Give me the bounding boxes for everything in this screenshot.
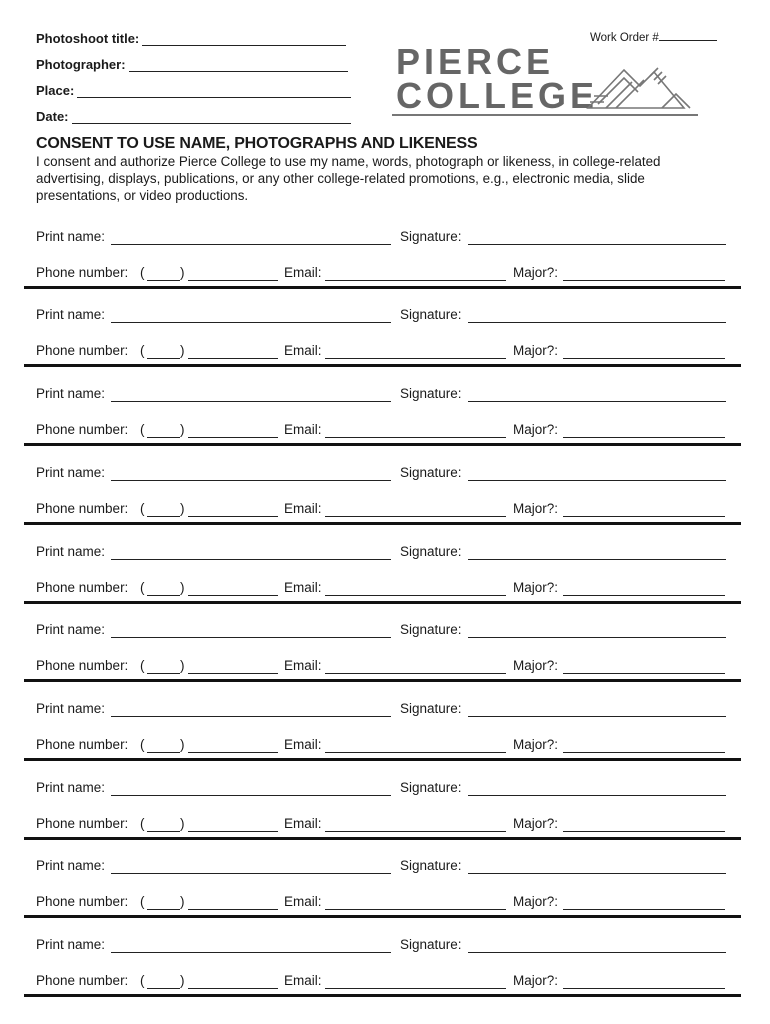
phone-number-label: Phone number: bbox=[36, 422, 129, 437]
area-code-open: ( bbox=[140, 501, 145, 516]
area-code-open: ( bbox=[140, 343, 145, 358]
phone-number-label: Phone number: bbox=[36, 658, 129, 673]
major-label: Major?: bbox=[513, 580, 559, 595]
work-order-input[interactable] bbox=[659, 30, 717, 41]
major-input[interactable] bbox=[563, 752, 725, 753]
signature-input[interactable] bbox=[468, 244, 726, 245]
entry-divider bbox=[24, 601, 741, 604]
area-code-open: ( bbox=[140, 422, 145, 437]
contact-row bbox=[36, 265, 741, 283]
email-label: Email: bbox=[284, 422, 322, 437]
area-code-input[interactable] bbox=[147, 437, 180, 438]
photographer-field bbox=[36, 52, 348, 72]
signature-label: Signature: bbox=[400, 386, 462, 401]
pierce-college-logo bbox=[392, 42, 702, 118]
area-code-close: ) bbox=[180, 265, 185, 280]
major-input[interactable] bbox=[563, 280, 725, 281]
print-name-input[interactable] bbox=[111, 637, 391, 638]
date-label: Date: bbox=[36, 109, 69, 124]
phone-number-input[interactable] bbox=[188, 516, 278, 517]
area-code-input[interactable] bbox=[147, 752, 180, 753]
print-name-label: Print name: bbox=[36, 386, 106, 401]
phone-number-input[interactable] bbox=[188, 437, 278, 438]
contact-row bbox=[36, 422, 741, 440]
signature-input[interactable] bbox=[468, 322, 726, 323]
entry-divider bbox=[24, 758, 741, 761]
signature-label: Signature: bbox=[400, 780, 462, 795]
print-name-label: Print name: bbox=[36, 307, 106, 322]
signature-input[interactable] bbox=[468, 873, 726, 874]
email-input[interactable] bbox=[325, 909, 506, 910]
name-signature-row bbox=[36, 780, 741, 798]
major-input[interactable] bbox=[563, 358, 725, 359]
email-label: Email: bbox=[284, 816, 322, 831]
contact-row bbox=[36, 501, 741, 519]
entry-divider bbox=[24, 522, 741, 525]
entry-divider bbox=[24, 286, 741, 289]
area-code-close: ) bbox=[180, 580, 185, 595]
signup-entry bbox=[36, 307, 741, 383]
date-field bbox=[36, 104, 351, 124]
contact-row bbox=[36, 973, 741, 991]
major-input[interactable] bbox=[563, 673, 725, 674]
email-input[interactable] bbox=[325, 280, 506, 281]
print-name-label: Print name: bbox=[36, 622, 106, 637]
logo-word-college: COLLEGE bbox=[396, 75, 599, 116]
area-code-input[interactable] bbox=[147, 988, 180, 989]
area-code-close: ) bbox=[180, 973, 185, 988]
phone-number-input[interactable] bbox=[188, 358, 278, 359]
phone-number-input[interactable] bbox=[188, 280, 278, 281]
email-label: Email: bbox=[284, 580, 322, 595]
photographer-label: Photographer: bbox=[36, 57, 126, 72]
email-label: Email: bbox=[284, 265, 322, 280]
print-name-input[interactable] bbox=[111, 559, 391, 560]
email-input[interactable] bbox=[325, 673, 506, 674]
major-input[interactable] bbox=[563, 516, 725, 517]
phone-number-label: Phone number: bbox=[36, 894, 129, 909]
print-name-label: Print name: bbox=[36, 229, 106, 244]
signup-entry bbox=[36, 386, 741, 462]
contact-row bbox=[36, 894, 741, 912]
email-input[interactable] bbox=[325, 752, 506, 753]
print-name-label: Print name: bbox=[36, 858, 106, 873]
signature-label: Signature: bbox=[400, 701, 462, 716]
contact-row bbox=[36, 816, 741, 834]
name-signature-row bbox=[36, 229, 741, 247]
phone-number-label: Phone number: bbox=[36, 343, 129, 358]
area-code-close: ) bbox=[180, 422, 185, 437]
major-label: Major?: bbox=[513, 501, 559, 516]
name-signature-row bbox=[36, 307, 741, 325]
signup-entry bbox=[36, 780, 741, 856]
entry-divider bbox=[24, 994, 741, 997]
area-code-open: ( bbox=[140, 658, 145, 673]
email-input[interactable] bbox=[325, 595, 506, 596]
name-signature-row bbox=[36, 858, 741, 876]
major-label: Major?: bbox=[513, 737, 559, 752]
area-code-close: ) bbox=[180, 658, 185, 673]
print-name-input[interactable] bbox=[111, 716, 391, 717]
signup-entry bbox=[36, 937, 741, 1013]
phone-number-label: Phone number: bbox=[36, 580, 129, 595]
name-signature-row bbox=[36, 937, 741, 955]
signup-entry bbox=[36, 544, 741, 620]
email-label: Email: bbox=[284, 973, 322, 988]
major-input[interactable] bbox=[563, 595, 725, 596]
entry-divider bbox=[24, 915, 741, 918]
area-code-input[interactable] bbox=[147, 673, 180, 674]
print-name-label: Print name: bbox=[36, 701, 106, 716]
phone-number-label: Phone number: bbox=[36, 501, 129, 516]
contact-row bbox=[36, 580, 741, 598]
photoshoot-title-field bbox=[36, 26, 346, 46]
phone-number-label: Phone number: bbox=[36, 265, 129, 280]
signature-input[interactable] bbox=[468, 716, 726, 717]
entry-divider bbox=[24, 837, 741, 840]
area-code-close: ) bbox=[180, 343, 185, 358]
consent-heading: CONSENT TO USE NAME, PHOTOGRAPHS AND LIKENESS bbox=[36, 135, 478, 152]
signup-entry bbox=[36, 465, 741, 541]
place-input[interactable] bbox=[77, 84, 351, 98]
signup-entry bbox=[36, 229, 741, 305]
area-code-input[interactable] bbox=[147, 831, 180, 832]
contact-row bbox=[36, 658, 741, 676]
place-label: Place: bbox=[36, 83, 75, 98]
print-name-input[interactable] bbox=[111, 480, 391, 481]
major-input[interactable] bbox=[563, 831, 725, 832]
signature-input[interactable] bbox=[468, 637, 726, 638]
entry-divider bbox=[24, 364, 741, 367]
area-code-close: ) bbox=[180, 737, 185, 752]
print-name-input[interactable] bbox=[111, 322, 391, 323]
email-input[interactable] bbox=[325, 358, 506, 359]
signature-label: Signature: bbox=[400, 622, 462, 637]
signature-label: Signature: bbox=[400, 858, 462, 873]
major-label: Major?: bbox=[513, 816, 559, 831]
logo-word-pierce: PIERCE bbox=[396, 41, 555, 82]
major-label: Major?: bbox=[513, 894, 559, 909]
phone-number-input[interactable] bbox=[188, 752, 278, 753]
email-input[interactable] bbox=[325, 988, 506, 989]
email-input[interactable] bbox=[325, 516, 506, 517]
name-signature-row bbox=[36, 465, 741, 483]
photographer-input[interactable] bbox=[129, 58, 348, 72]
area-code-input[interactable] bbox=[147, 909, 180, 910]
email-label: Email: bbox=[284, 894, 322, 909]
photoshoot-title-label: Photoshoot title: bbox=[36, 31, 140, 46]
mountain-graphic-icon bbox=[392, 42, 702, 118]
major-label: Major?: bbox=[513, 422, 559, 437]
area-code-close: ) bbox=[180, 816, 185, 831]
signature-input[interactable] bbox=[468, 401, 726, 402]
signature-input[interactable] bbox=[468, 795, 726, 796]
area-code-open: ( bbox=[140, 580, 145, 595]
signature-label: Signature: bbox=[400, 465, 462, 480]
print-name-label: Print name: bbox=[36, 544, 106, 559]
print-name-label: Print name: bbox=[36, 937, 106, 952]
print-name-input[interactable] bbox=[111, 795, 391, 796]
major-label: Major?: bbox=[513, 343, 559, 358]
phone-number-input[interactable] bbox=[188, 595, 278, 596]
print-name-label: Print name: bbox=[36, 465, 106, 480]
area-code-open: ( bbox=[140, 816, 145, 831]
name-signature-row bbox=[36, 544, 741, 562]
print-name-input[interactable] bbox=[111, 244, 391, 245]
work-order-label: Work Order # bbox=[590, 32, 659, 44]
signup-entry bbox=[36, 701, 741, 777]
area-code-open: ( bbox=[140, 894, 145, 909]
name-signature-row bbox=[36, 386, 741, 404]
major-input[interactable] bbox=[563, 437, 725, 438]
area-code-open: ( bbox=[140, 737, 145, 752]
name-signature-row bbox=[36, 622, 741, 640]
major-input[interactable] bbox=[563, 988, 725, 989]
print-name-input[interactable] bbox=[111, 873, 391, 874]
email-label: Email: bbox=[284, 343, 322, 358]
contact-row bbox=[36, 737, 741, 755]
entry-divider bbox=[24, 443, 741, 446]
signature-input[interactable] bbox=[468, 480, 726, 481]
email-label: Email: bbox=[284, 658, 322, 673]
area-code-input[interactable] bbox=[147, 516, 180, 517]
print-name-input[interactable] bbox=[111, 952, 391, 953]
major-label: Major?: bbox=[513, 658, 559, 673]
area-code-close: ) bbox=[180, 501, 185, 516]
date-input[interactable] bbox=[72, 110, 351, 124]
area-code-close: ) bbox=[180, 894, 185, 909]
phone-number-input[interactable] bbox=[188, 988, 278, 989]
email-label: Email: bbox=[284, 737, 322, 752]
major-label: Major?: bbox=[513, 973, 559, 988]
signature-label: Signature: bbox=[400, 307, 462, 322]
email-input[interactable] bbox=[325, 437, 506, 438]
phone-number-input[interactable] bbox=[188, 831, 278, 832]
signature-label: Signature: bbox=[400, 544, 462, 559]
signature-input[interactable] bbox=[468, 559, 726, 560]
print-name-input[interactable] bbox=[111, 401, 391, 402]
contact-row bbox=[36, 343, 741, 361]
email-input[interactable] bbox=[325, 831, 506, 832]
major-input[interactable] bbox=[563, 909, 725, 910]
consent-text: I consent and authorize Pierce College to use my name, words, photograph or likeness, in college-related advertising, displays, publications, or any other college-related promotions, e.g., electronic media, slide presentations, or video productions. bbox=[36, 154, 661, 203]
phone-number-label: Phone number: bbox=[36, 737, 129, 752]
phone-number-label: Phone number: bbox=[36, 973, 129, 988]
phone-number-label: Phone number: bbox=[36, 816, 129, 831]
phone-number-input[interactable] bbox=[188, 909, 278, 910]
signup-entry bbox=[36, 858, 741, 934]
major-label: Major?: bbox=[513, 265, 559, 280]
area-code-open: ( bbox=[140, 973, 145, 988]
area-code-input[interactable] bbox=[147, 358, 180, 359]
area-code-input[interactable] bbox=[147, 280, 180, 281]
area-code-input[interactable] bbox=[147, 595, 180, 596]
signature-label: Signature: bbox=[400, 937, 462, 952]
email-label: Email: bbox=[284, 501, 322, 516]
signature-label: Signature: bbox=[400, 229, 462, 244]
phone-number-input[interactable] bbox=[188, 673, 278, 674]
signature-input[interactable] bbox=[468, 952, 726, 953]
place-field bbox=[36, 78, 351, 98]
photoshoot-title-input[interactable] bbox=[142, 32, 346, 46]
area-code-open: ( bbox=[140, 265, 145, 280]
name-signature-row bbox=[36, 701, 741, 719]
print-name-label: Print name: bbox=[36, 780, 106, 795]
entry-divider bbox=[24, 679, 741, 682]
signup-entry bbox=[36, 622, 741, 698]
